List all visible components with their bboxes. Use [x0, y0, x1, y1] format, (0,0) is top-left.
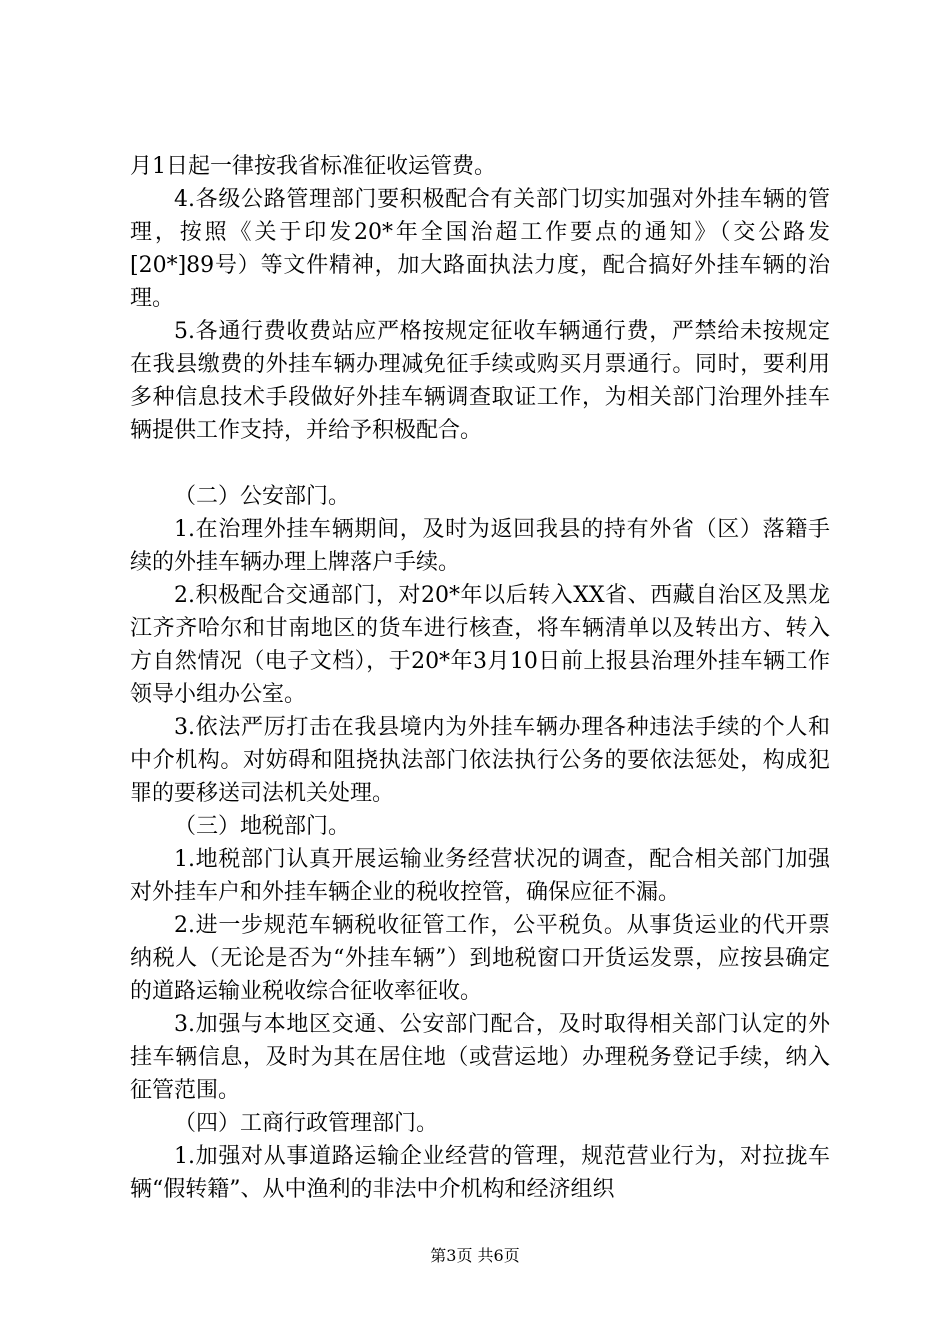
paragraph-tax-2: 2.进一步规范车辆税收征管工作，公平税负。从事货运业的代开票纳税人（无论是否为“外挂车辆”）到地税窗口开货运发票，应按县确定的道路运输业税收综合征收率征收。: [130, 913, 830, 1004]
paragraph-item-4: 4.各级公路管理部门要积极配合有关部门切实加强对外挂车辆的管理，按照《关于印发20*年全国治超工作要点的通知》（交公路发[20*]89号）等文件精神，加大路面执法力度，配合搞好外挂车辆的治理。: [130, 187, 830, 311]
paragraph-police-1: 1.在治理外挂车辆期间，及时为返回我县的持有外省（区）落籍手续的外挂车辆办理上牌落户手续。: [130, 517, 830, 575]
paragraph-continuation: 月1日起一律按我省标准征收运管费。: [130, 154, 496, 179]
paragraph-spacer: [130, 447, 830, 480]
document-body: [130, 150, 830, 1206]
paragraph-commerce-1: 1.加强对从事道路运输企业经营的管理，规范营业行为，对拉拢车辆“假转籍”、从中渔利的非法中介机构和经济组织: [130, 1144, 830, 1202]
section-heading-tax: （三）地税部门。: [174, 814, 351, 839]
paragraph-tax-3: 3.加强与本地区交通、公安部门配合，及时取得相关部门认定的外挂车辆信息，及时为其在居住地（或营运地）办理税务登记手续，纳入征管范围。: [130, 1012, 830, 1103]
section-heading-police: （二）公安部门。: [174, 484, 351, 509]
page-number-footer: 第3页 共6页: [430, 1246, 520, 1265]
paragraph-item-5: 5.各通行费收费站应严格按规定征收车辆通行费，严禁给未按规定在我县缴费的外挂车辆办理减免征手续或购买月票通行。同时，要利用多种信息技术手段做好外挂车辆调查取证工作，为相关部门治理外挂车辆提供工作支持，并给予积极配合。: [130, 319, 830, 443]
paragraph-police-2: 2.积极配合交通部门，对20*年以后转入XX省、西藏自治区及黑龙江齐齐哈尔和甘南地区的货车进行核查，将车辆清单以及转出方、转入方自然情况（电子文档），于20*年3月10日前上报县治理外挂车辆工作领导小组办公室。: [130, 583, 830, 707]
section-heading-commerce: （四）工商行政管理部门。: [174, 1111, 439, 1136]
paragraph-police-3: 3.依法严厉打击在我县境内为外挂车辆办理各种违法手续的个人和中介机构。对妨碍和阻挠执法部门依法执行公务的要依法惩处，构成犯罪的要移送司法机关处理。: [130, 715, 830, 806]
paragraph-tax-1: 1.地税部门认真开展运输业务经营状况的调查，配合相关部门加强对外挂车户和外挂车辆企业的税收控管，确保应征不漏。: [130, 847, 830, 905]
